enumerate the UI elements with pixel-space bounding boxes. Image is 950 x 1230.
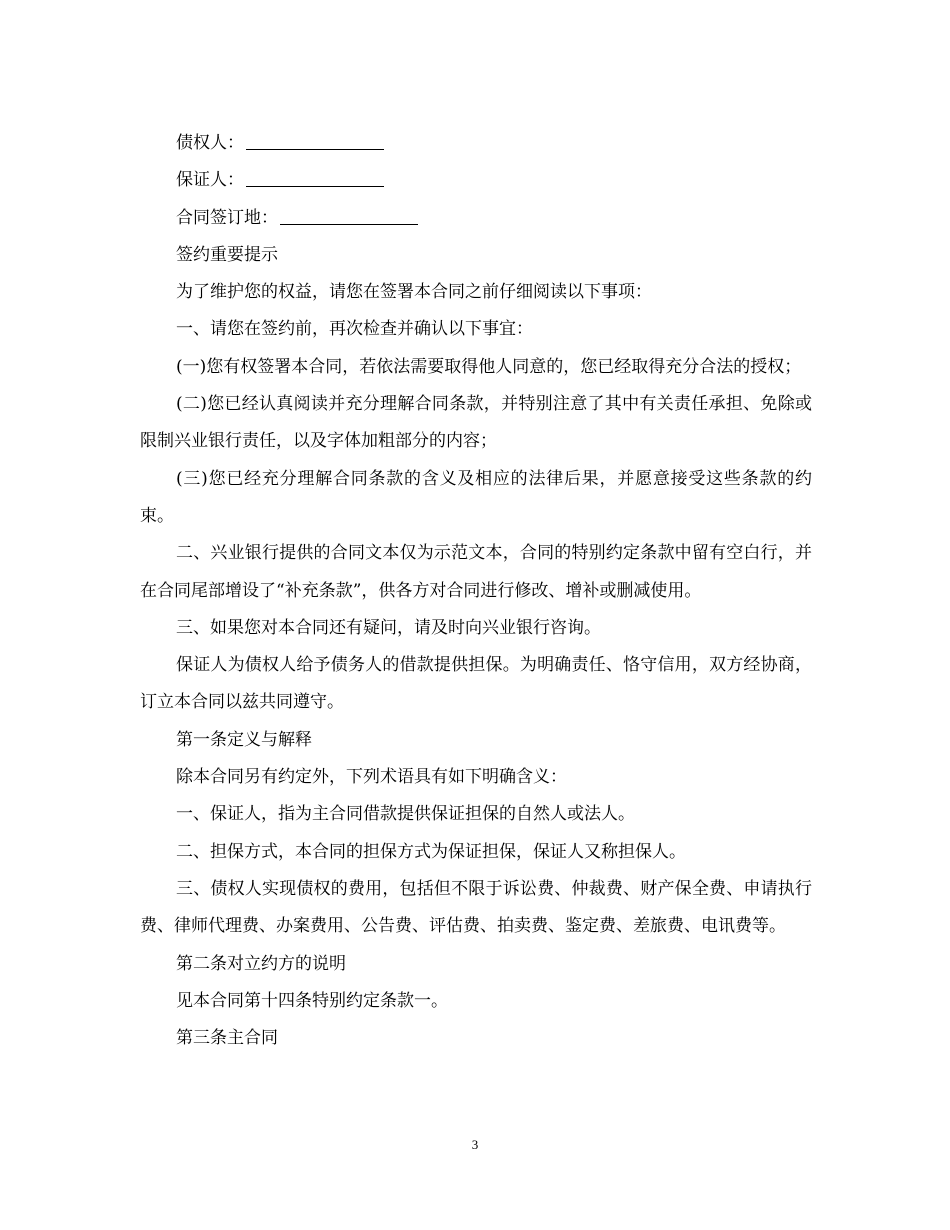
article-heading: 第三条主合同	[176, 1028, 278, 1049]
signing-place-label: 合同签订地：	[176, 207, 278, 228]
paragraph: 除本合同另有约定外，下列术语具有如下明确含义：	[176, 767, 567, 788]
paragraph: 为了维护您的权益，请您在签署本合同之前仔细阅读以下事项：	[176, 282, 652, 303]
paragraph: (一)您有权签署本合同，若依法需要取得他人同意的，您已经取得充分合法的授权；	[176, 356, 802, 377]
paragraph: 保证人为债权人给予债务人的借款提供担保。为明确责任、恪守信用，双方经协商，订立本合同以兹共同遵守。	[140, 655, 812, 713]
paragraph: 一、请您在签约前，再次检查并确认以下事宜：	[176, 319, 533, 340]
creditor-label: 债权人：	[176, 133, 244, 153]
paragraph: 二、兴业银行提供的合同文本仅为示范文本，合同的特别约定条款中留有空白行，并在合同尾部增设了“补充条款”，供各方对合同进行修改、增补或删减使用。	[140, 543, 812, 601]
page-number: 3	[471, 1137, 479, 1152]
article-heading: 第一条定义与解释	[176, 729, 312, 750]
signing-place-blank-line	[280, 206, 418, 225]
paragraph: 三、如果您对本合同还有疑问，请及时向兴业银行咨询。	[176, 617, 601, 638]
paragraph: 见本合同第十四条特别约定条款一。	[176, 990, 448, 1011]
article-heading: 第二条对立约方的说明	[176, 953, 346, 974]
document-body	[140, 125, 812, 1057]
paragraph: 一、保证人，指为主合同借款提供保证担保的自然人或法人。	[176, 804, 635, 825]
section-heading: 签约重要提示	[176, 244, 278, 265]
creditor-field	[140, 125, 812, 162]
paragraph: (三)您已经充分理解合同条款的含义及相应的法律后果，并愿意接受这些条款的约束。	[140, 468, 812, 526]
creditor-blank-line	[246, 131, 384, 150]
paragraph: 二、担保方式，本合同的担保方式为保证担保，保证人又称担保人。	[176, 841, 686, 862]
paragraph: (二)您已经认真阅读并充分理解合同条款，并特别注意了其中有关责任承担、免除或限制兴业银行责任，以及字体加粗部分的内容；	[140, 394, 812, 452]
guarantor-blank-line	[246, 168, 384, 187]
paragraph: 三、债权人实现债权的费用，包括但不限于诉讼费、仲裁费、财产保全费、申请执行费、律师代理费、办案费用、公告费、评估费、拍卖费、鉴定费、差旅费、电讯费等。	[140, 878, 812, 937]
signing-place-field	[140, 200, 812, 237]
guarantor-field	[140, 162, 812, 199]
guarantor-label: 保证人：	[176, 170, 244, 191]
